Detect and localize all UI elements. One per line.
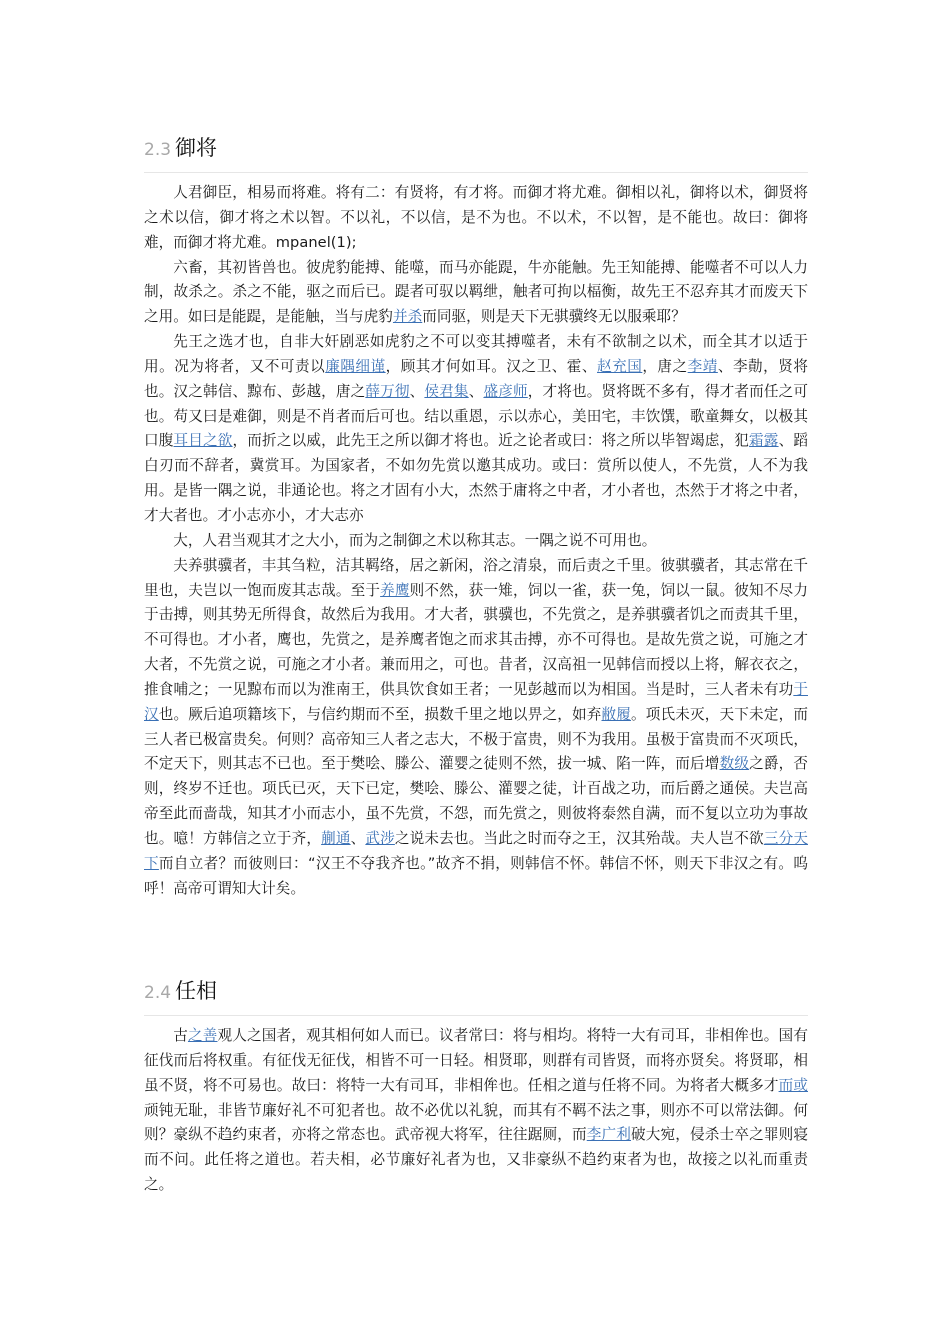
section-body [144,181,808,901]
text-run: 先王之选才也，自非大奸剧恶如虎豹之不可以变其搏噬者，未有不欲制之以术，而全其才以适于用。况为将者，又不可责以 [144,333,808,375]
term-link[interactable]: 蒯通 [321,829,351,847]
term-link[interactable]: 耳目之欲 [173,432,233,450]
text-run: 、 [350,829,366,847]
text-run: 则不然，获一雉，饲以一雀，获一兔，饲以一鼠。彼知不尽力于击搏，则其势无所得食，故然后为我用。才大者，骐骥也，不先赏之，是养骐骥者饥之而责其千里，不可得也。才小者，鹰也，先赏之，是养鹰者饱之而求其击搏，亦不可得也。是故先赏之说，可施之才大者，不先赏之说，可施之才小者。兼而用之，可也。昔者，汉高祖一见韩信而授以上将，解衣衣之，推食哺之；一见黥布而以为淮南王，供具饮食如王者；一见彭越而以为相国。当是时，三人者未有功 [144,581,808,698]
paragraph [144,256,808,331]
text-run: 、 [468,382,484,400]
text-run: ，顾其才何如耳。汉之卫、霍、 [385,357,598,375]
section-number: 2.3 [144,140,172,160]
text-run: ，才将也。贤将既不多有，得才者而任之可也。苟又曰是难御，则是不肖者而后可也。结以重恩，示以赤心，美田宅，丰饮馔，歌童舞女，以极其口腹 [144,382,809,450]
section-2-3 [144,132,808,901]
text-run: 六畜，其初皆兽也。彼虎豹能搏、能噬，而马亦能踶，牛亦能触。先王知能搏、能噬者不可以人力制，故杀之。杀之不能，驱之而后已。踶者可驭以羁绁，触者可拘以楅衡，故先王不忍弃其才而废天下之用。如曰是能踶，是能触，当与虎豹 [144,258,808,326]
text-run: 夫养骐骥者，丰其刍粒，洁其羁络，居之新闲，浴之清泉，而后责之千里。彼骐骥者，其志常在千里也，夫岂以一饱而废其志哉。至于 [144,556,808,599]
term-link[interactable]: 霜露 [749,432,779,450]
text-run: 观人之国者，观其相何如人而已。议者常曰：将与相均。将特一大有司耳，非相侔也。国有征伐而后将权重。有征伐无征伐，相皆不可一日轻。相贤耶，则群有司皆贤，而将亦贤矣。将贤耶，相虽不贤，将不可易也。故曰：将特一大有司耳，非相侔也。任相之道与任将不同。为将者大概多才 [144,1027,808,1094]
text-run: 而同驱，则是天下无骐骥终无以服乘耶？ [422,308,686,326]
paragraph [144,554,808,902]
paragraph [144,529,808,554]
text-run: ，而折之以威，此先王之所以御才将也。近之论者或曰：将之所以毕智竭虑，犯 [232,432,750,450]
text-run: 人君御臣，相易而将难。将有二：有贤将，有才将。而御才将尤难。御相以礼，御将以术，御贤将之术以信，御才将之术以智。不以礼，不以信，是不为也。不以术，不以智，是不能也。故曰：御将难，而御才将尤难。mpanel(1); [144,184,808,251]
term-link[interactable]: 赵充国 [597,357,643,375]
section-2-4 [144,975,808,1198]
section-heading [144,975,808,1016]
term-link[interactable]: 侯君集 [424,382,469,400]
term-link[interactable]: 李靖 [687,357,718,375]
paragraph [144,1024,808,1198]
text-run: 古 [173,1027,188,1044]
term-link[interactable]: 李广利 [586,1126,632,1144]
text-run: 顽钝无耻，非皆节廉好礼不可犯者也。故不必优以礼貌，而其有不羁不法之事，则亦不可以常法御。何则？豪纵不趋约束者，亦将之常态也。武帝视大将军，往往踞厕，而 [144,1101,808,1144]
term-link[interactable]: 并杀 [392,308,423,326]
text-run: 、蹈白刃而不辞者，冀赏耳。为国家者，不如勿先赏以邀其成功。或曰：赏所以使人，不先赏，人不为我用。是皆一隅之说，非通论也。将之才固有小大，杰然于庸将之中者，才小者也，杰然于才将之中者，才大者也。才小志亦小，才大志亦 [144,432,808,524]
text-run: 破大宛，侵杀士卒之罪则寝而不问。此任将之道也。若夫相，必节廉好礼者为也，又非豪纵不趋约束者为也，故接之以礼而重责之。 [144,1126,808,1194]
paragraph [144,181,808,256]
text-run: 大，人君当观其才之大小，而为之制御之术以称其志。一隅之说不可用也。 [173,531,657,549]
term-link[interactable]: 廉隅细谨 [325,357,386,375]
term-link[interactable]: 薛万彻 [365,382,410,400]
text-run: 而自立者？而彼则曰：“汉王不夺我齐也。”故齐不捐，则韩信不怀。韩信不怀，则天下非汉之有。呜呼！高帝可谓知大计矣。 [144,854,808,897]
term-link[interactable]: 数级 [719,755,750,773]
term-link[interactable]: 武涉 [365,829,395,847]
text-run: 之爵，否则，终岁不迁也。项氏已灭，天下已定，樊哙、滕公、灌婴之徒，计百战之功，而后爵之通侯。夫岂高帝至此而啬哉，知其才小而志小，虽不先赏，不怨，而先赏之，则彼将泰然自满，而不复以立功为事故也。噫！方韩信之立于齐， [144,755,808,847]
text-run: ，唐之 [642,357,688,375]
section-title: 任相 [175,979,218,1003]
paragraph [144,330,808,529]
term-link[interactable]: 三分天下 [144,829,808,872]
section-number: 2.4 [144,983,172,1003]
section-title: 御将 [175,136,218,160]
term-link[interactable]: 之善 [187,1027,218,1044]
term-link[interactable]: 敝履 [601,705,631,723]
section-heading [144,132,808,173]
text-run: 。项氏未灭，天下未定，而三人者已极富贵矣。何则？高帝知三人者之志大，不极于富贵，则不为我用。虽极于富贵而不灭项氏，不定天下，则其志不已也。至于樊哙、滕公、灌婴之徒则不然，拔一城、陷一阵，而后增 [144,705,808,773]
term-link[interactable]: 盛彦师 [483,382,528,400]
term-link[interactable]: 于汉 [144,680,808,723]
section-body [144,1024,808,1198]
term-link[interactable]: 养鹰 [380,581,410,599]
term-link[interactable]: 而或 [778,1076,808,1094]
text-run: 、李勣，贤将也。汉之韩信、黥布、彭越，唐之 [144,357,808,400]
text-run: 之说未去也。当此之时而夺之王，汉其殆哉。夫人岂不欲 [394,829,764,847]
text-run: 也。厥后追项籍垓下，与信约期而不至，损数千里之地以畀之，如弃 [158,705,602,723]
text-run: 、 [409,382,425,400]
